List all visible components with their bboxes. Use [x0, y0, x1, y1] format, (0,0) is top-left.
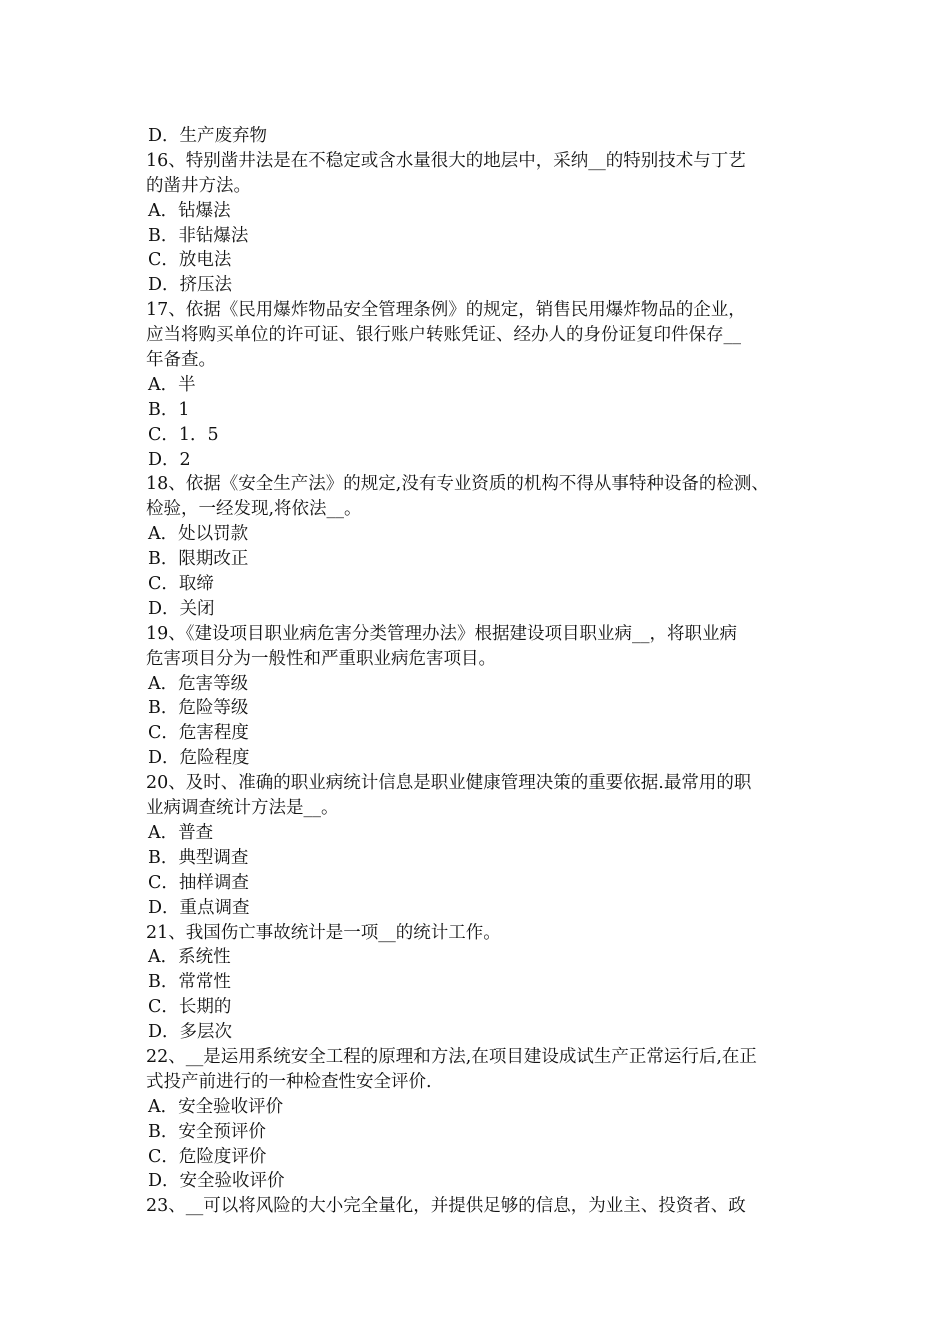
question-text: 18、依据《安全生产法》的规定,没有专业资质的机构不得从事特种设备的检测、	[146, 474, 769, 495]
answer-option: B．1	[148, 399, 190, 420]
question-text: 应当将购买单位的许可证、银行账户转账凭证、经办人的身份证复印件保存__	[146, 325, 741, 346]
answer-option: D．挤压法	[148, 275, 233, 296]
question-text: 式投产前进行的一种检查性安全评价.	[146, 1071, 432, 1092]
question-text: 16、特别凿井法是在不稳定或含水量很大的地层中，采纳__的特别技术与丁艺	[146, 150, 746, 171]
answer-option: A．安全验收评价	[148, 1096, 284, 1117]
answer-option: A．普查	[148, 822, 214, 843]
answer-option: D．关闭	[148, 598, 215, 619]
answer-option: A．系统性	[148, 947, 231, 968]
answer-option: B．安全预评价	[148, 1121, 266, 1142]
question-text: 业病调查统计方法是__。	[146, 798, 339, 819]
answer-option: B．典型调查	[148, 847, 249, 868]
answer-option: A．处以罚款	[148, 524, 249, 545]
question-text: 20、及时、准确的职业病统计信息是职业健康管理决策的重要依据.最常用的职	[146, 773, 752, 794]
question-text: 年备查。	[146, 350, 216, 371]
answer-option: D．安全验收评价	[148, 1171, 285, 1192]
answer-option: C．放电法	[148, 250, 232, 271]
answer-option: B．常常性	[148, 972, 231, 993]
answer-option: A．半	[148, 374, 196, 395]
answer-option: C．危险度评价	[148, 1146, 267, 1167]
question-text: 22、__是运用系统安全工程的原理和方法,在项目建设成试生产正常运行后,在正	[146, 1046, 757, 1067]
answer-option: C．危害程度	[148, 723, 249, 744]
answer-option: C．1．5	[148, 424, 219, 445]
answer-option: B．危险等级	[148, 698, 249, 719]
answer-option: A．危害等级	[148, 673, 249, 694]
document-body	[146, 124, 826, 1219]
question-text: 危害项目分为一般性和严重职业病危害项目。	[146, 648, 496, 669]
question-text: 的凿井方法。	[146, 175, 251, 196]
answer-option: D．生产废弃物	[148, 126, 268, 146]
answer-option: C．长期的	[148, 997, 232, 1018]
answer-option: D．2	[148, 449, 191, 470]
question-text: 19、《建设项目职业病危害分类管理办法》根据建设项目职业病__，将职业病	[146, 623, 738, 644]
question-text: 检验，一经发现,将依法__。	[146, 499, 362, 520]
answer-option: A．钻爆法	[148, 200, 231, 221]
question-text: 17、依据《民用爆炸物品安全管理条例》的规定，销售民用爆炸物品的企业，	[146, 300, 746, 321]
answer-option: D．危险程度	[148, 748, 250, 769]
answer-option: D．重点调查	[148, 897, 250, 918]
answer-option: C．取缔	[148, 574, 214, 595]
question-text: 21、我国伤亡事故统计是一项__的统计工作。	[146, 922, 501, 943]
answer-option: B．限期改正	[148, 549, 249, 570]
answer-option: C．抽样调查	[148, 872, 249, 893]
answer-option: B．非钻爆法	[148, 225, 249, 246]
question-text: 23、__可以将风险的大小完全量化，并提供足够的信息，为业主、投资者、政	[146, 1196, 746, 1217]
answer-option: D．多层次	[148, 1022, 233, 1043]
